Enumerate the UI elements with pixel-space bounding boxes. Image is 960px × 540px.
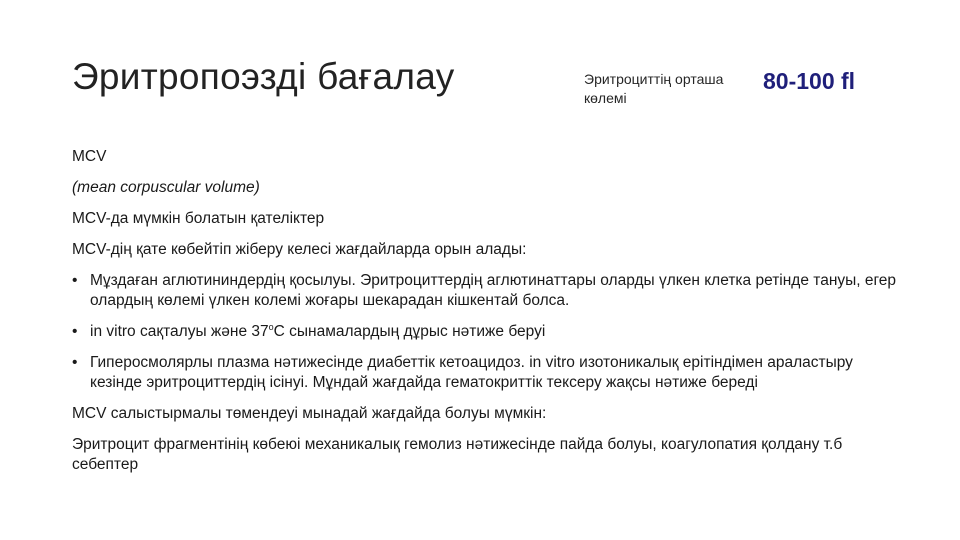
decrease-heading: MCV салыстырмалы төмендеуі мынадай жағдайда болуы мүмкін: <box>72 405 547 422</box>
errors-intro: MCV-дің қате көбейтіп жіберу келесі жағдайларда орын алады: <box>72 241 527 258</box>
list-item-text: in vitro сақталуы және $37^оС$ сынамалардың дұрыс нәтиже беруі <box>90 321 546 340</box>
abbreviation-line: MCV <box>72 148 107 165</box>
error-causes-list <box>72 271 902 393</box>
list-item <box>72 322 902 342</box>
slide-title: Эритропоэзді бағалау <box>72 56 455 97</box>
bullet-icon: • <box>72 272 78 289</box>
bullet-icon: • <box>72 354 78 371</box>
metric-value: 80-100 fl <box>763 68 856 94</box>
slide-body <box>72 147 902 486</box>
bullet-icon: • <box>72 323 78 340</box>
abbreviation-expansion: (mean corpuscular volume) <box>72 179 260 196</box>
degree-superscript: о <box>268 321 274 332</box>
decrease-text: Эритроцит фрагментінің көбеюі механикалық гемолиз нәтижесінде пайда болуы, коагулопатия қолдану т.б себептер <box>72 436 843 473</box>
metric-label: Эритроциттің орташа көлемі <box>584 71 724 106</box>
list-item <box>72 271 902 311</box>
errors-heading: MCV-да мүмкін болатын қателіктер <box>72 210 325 227</box>
list-item-text: Мұздаған аглютининдердің қосылуы. Эритроциттердің аглютинаттары оларды үлкен клетка ретінде тануы, егер олардың көлемі үлкен колемі жоғары шекарадан кішкентай болса. <box>90 272 897 309</box>
list-item-text: Гиперосмолярлы плазма нәтижесінде диабеттік кетоацидоз. in vitro изотоникалық ерітіндімен араластыру кезінде эритроциттердің ісінуі. Мұндай жағдайда гематокриттік тексеру жақсы нәтиже береді <box>90 354 853 391</box>
list-item <box>72 353 902 393</box>
